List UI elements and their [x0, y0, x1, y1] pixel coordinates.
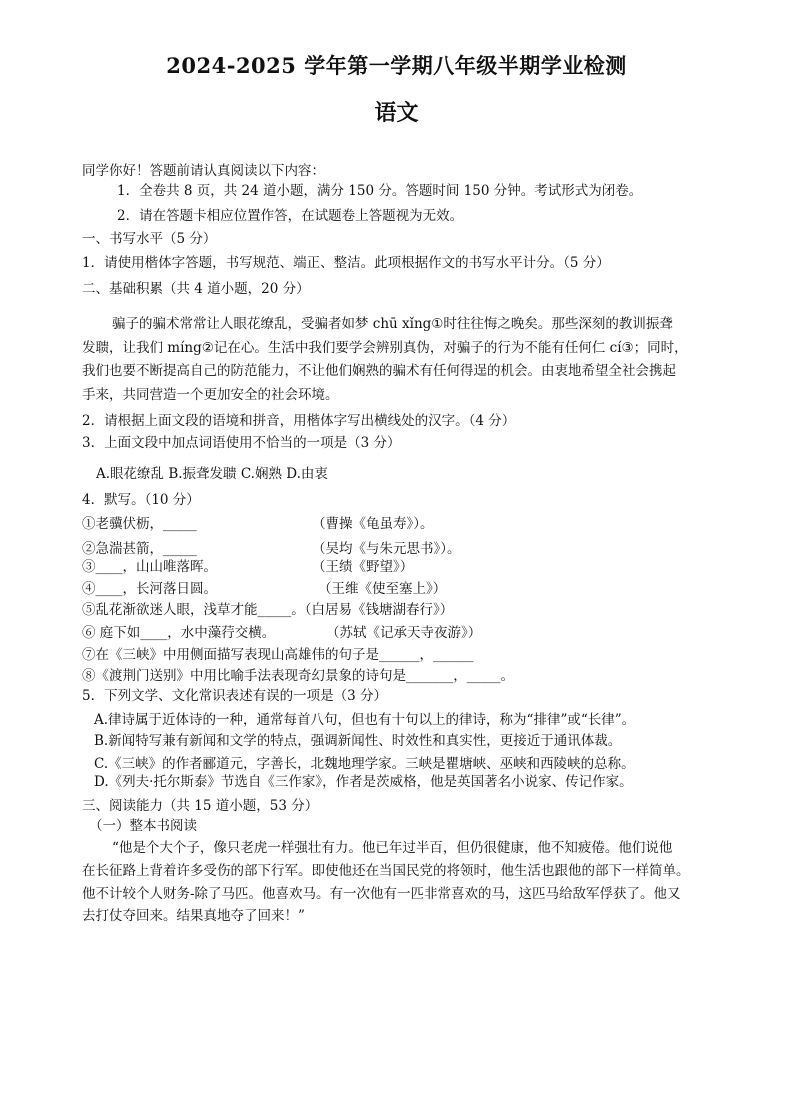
- question-1: 1．请使用楷体字答题，书写规范、端正、整洁。此项根据作文的书写水平计分。（5 分）: [82, 255, 610, 271]
- instruction-item-1: 1．全卷共 8 页，共 24 道小题，满分 150 分。答题时间 150 分钟。考试形式为闭卷。: [117, 183, 643, 199]
- q4-item-5: ⑤乱花渐欲迷人眼，浅草才能_____。（白居易《钱塘湖春行》）: [82, 602, 454, 618]
- section1-heading: 一、书写水平（5 分）: [82, 231, 217, 247]
- q5-option-d: D.《列夫·托尔斯泰》节选自《三作家》，作者是茨威格，他是英国著名小说家、传记作家。: [94, 774, 633, 790]
- question-3-options: A.眼花缭乱 B.振聋发聩 C.娴熟 D.由衷: [96, 466, 328, 482]
- q4-item-4-right: （王维《使至塞上》）: [318, 581, 447, 597]
- passage-line-4: 手来，共同营造一个更加安全的社会环境。: [82, 387, 339, 403]
- instruction-item-2: 2．请在答题卡相应位置作答，在试题卷上答题视为无效。: [117, 208, 464, 224]
- question-5: 5．下列文学、文化常识表述有误的一项是（3 分）: [82, 688, 387, 704]
- q5-option-b: B.新闻特写兼有新闻和文学的特点，强调新闻性、时效性和真实性，更接近于通讯体裁。: [94, 733, 622, 749]
- q4-item-3-right: （王绩《野望》）: [312, 559, 414, 575]
- reading-line-4: 去打仗夺回来。结果真地夺了回来！”: [82, 908, 305, 924]
- q4-item-4-left: ④____，长河落日圆。: [82, 581, 217, 597]
- passage-line-3: 我们也要不断提高自己的防范能力，不让他们娴熟的骗术有任何得逞的机会。由衷地希望全社会携起: [82, 363, 676, 379]
- passage-line-2: 发聩，让我们 míng②记在心。生活中我们要学会辨别真伪，对骗子的行为不能有任何仁 cí③；同时，: [82, 340, 688, 356]
- exam-title: 2024-2025 学年第一学期八年级半期学业检测: [166, 53, 627, 78]
- q4-item-2-right: （吴均《与朱元思书》）。: [312, 541, 461, 557]
- reading-line-1: “他是个大个子，像只老虎一样强壮有力。他已年过半百，但仍很健康，他不知疲倦。他们说他: [112, 840, 673, 856]
- reading-line-3: 他不计较个人财务-除了马匹。他喜欢马。有一次他有一匹非常喜欢的马，这匹马给敌军俘获了。他又: [82, 886, 681, 902]
- question-2: 2．请根据上面文段的语境和拼音，用楷体字写出横线处的汉字。（4 分）: [82, 413, 516, 429]
- exam-subject: 语文: [374, 100, 419, 126]
- instructions-greeting: 同学你好！答题前请认真阅读以下内容：: [82, 163, 325, 179]
- q4-item-6-right: （苏轼《记承天寺夜游》）: [326, 625, 482, 641]
- q4-item-8: ⑧《渡荆门送别》中用比喻手法表现奇幻景象的诗句是_______，_____。: [82, 668, 514, 684]
- section2-heading: 二、基础积累（共 4 道小题，20 分）: [82, 281, 310, 297]
- q5-option-a: A.律诗属于近体诗的一种，通常每首八句，但也有十句以上的律诗，称为“排律”或“长律”。: [94, 712, 636, 728]
- section3-heading: 三、阅读能力（共 15 道小题，53 分）: [82, 798, 319, 814]
- section3-sub1: （一）整本书阅读: [89, 818, 197, 834]
- q4-item-3-left: ③____，山山唯落晖。: [82, 559, 217, 575]
- q4-item-7: ⑦在《三峡》中用侧面描写表现山高雄伟的句子是______，______: [82, 647, 474, 663]
- q4-item-1-left: ①老骥伏枥，_____: [82, 516, 197, 532]
- q5-option-c: C.《三峡》的作者郦道元，字善长，北魏地理学家。三峡是瞿塘峡、巫峡和西陵峡的总称。: [94, 756, 635, 772]
- reading-line-2: 在长征路上背着许多受伤的部下行军。即使他还在当国民党的将领时，他生活也跟他的部下一样简单。: [82, 863, 690, 879]
- question-3: 3．上面文段中加点词语使用不恰当的一项是（3 分）: [82, 435, 401, 451]
- passage-line-1: 骗子的骗术常常让人眼花缭乱，受骗者如梦 chū xǐng①时往往悔之晚矣。那些深刻的教训振聋: [112, 316, 673, 332]
- question-4: 4．默写。（10 分）: [82, 492, 200, 508]
- q4-item-6-left: ⑥ 庭下如____，水中藻荇交横。: [82, 625, 276, 641]
- q4-item-2-left: ②急湍甚箭，_____: [82, 541, 197, 557]
- q4-item-1-right: （曹操《龟虽寿》）。: [312, 516, 434, 532]
